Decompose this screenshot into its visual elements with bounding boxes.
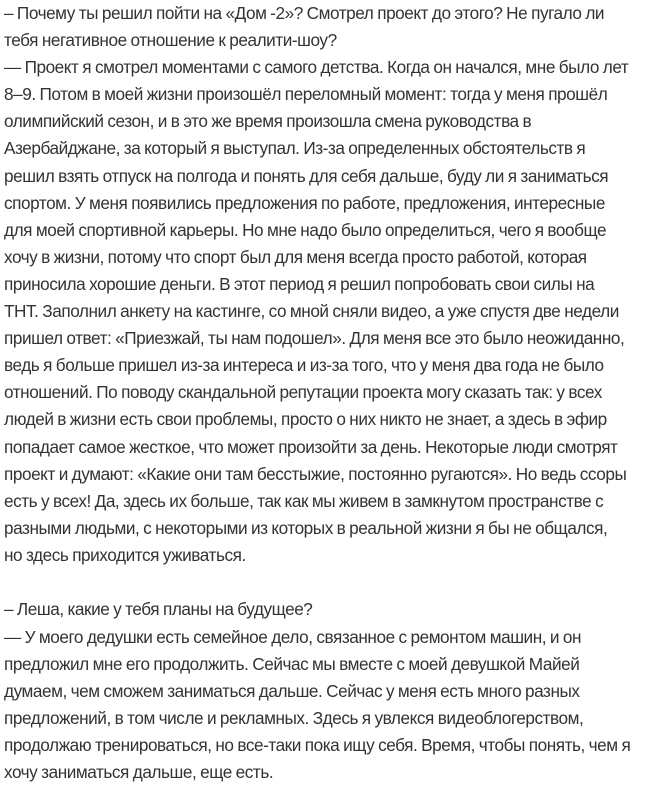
answer-line: людей в жизни есть свои проблемы, просто о них никто не знает, а здесь в эфир (4, 409, 607, 430)
question-line: – Леша, какие у тебя планы на будущее? (4, 599, 313, 620)
answer-line: 8–9. Потом в моей жизни произошёл переломный момент: тогда у меня прошёл (4, 84, 608, 105)
answer-line: продолжаю тренироваться, но все-таки пока ищу себя. Время, чтобы понять, чем я (4, 734, 631, 755)
question-line: тебя негативное отношение к реалити-шоу? (4, 30, 337, 51)
answer-line: приносила хорошие деньги. В этот период я решил попробовать свои силы на (4, 273, 595, 294)
answer-line: пришел ответ: «Приезжай, ты нам подошел». Для меня все это было неожиданно, (4, 328, 625, 349)
answer-line: олимпийский сезон, и в это же время произошла смена руководства в (4, 111, 532, 132)
answer-line: проект и думают: «Какие они там бесстыжие, постоянно ругаются». Но ведь ссоры (4, 463, 627, 484)
answer-line: Азербайджане, за который я выступал. Из-за определенных обстоятельств я (4, 138, 586, 159)
answer-line: предложил мне его продолжить. Сейчас мы вместе с моей девушкой Майей (4, 653, 580, 674)
answer-line: попадает самое жесткое, что может произойти за день. Некоторые люди смотрят (4, 436, 618, 457)
answer-line: хочу в жизни, потому что спорт был для меня всегда просто работой, которая (4, 246, 587, 267)
answer-line: ведь я больше пришел из-за интереса и из-за того, что у меня два года не было (4, 355, 604, 376)
question-line: – Почему ты решил пойти на «Дом -2»? Смотрел проект до этого? Не пугало ли (4, 3, 605, 23)
answer-line: — Проект я смотрел моментами с самого детства. Когда он начался, мне было лет (4, 57, 629, 78)
answer-line: есть у всех! Да, здесь их больше, так как мы живем в замкнутом пространстве с (4, 490, 604, 511)
answer-line: но здесь приходится уживаться. (4, 544, 246, 565)
paragraph-spacer (4, 569, 670, 597)
interview-block-dom2 (4, 0, 670, 569)
answer-line: решил взять отпуск на полгода и понять для себя дальше, буду ли я заниматься (4, 165, 609, 186)
answer-line: предложений, в том числе и рекламных. Здесь я увлекся видеоблогерством, (4, 707, 584, 728)
answer-line: разными людьми, с некоторыми из которых в реальной жизни я бы не общался, (4, 517, 608, 538)
answer-line: спортом. У меня появились предложения по работе, предложения, интересные (4, 192, 605, 213)
answer-line: ТНТ. Заполнил анкету на кастинге, со мной сняли видео, а уже спустя две недели (4, 301, 619, 322)
answer-line: для моей спортивной карьеры. Но мне надо было определиться, чего я вообще (4, 219, 607, 240)
interview-block-future-plans (4, 596, 670, 786)
answer-line: думаем, чем сможем заниматься дальше. Сейчас у меня есть много разных (4, 680, 580, 701)
answer-line: отношений. По поводу скандальной репутации проекта могу сказать так: у всех (4, 382, 602, 403)
answer-line: — У моего дедушки есть семейное дело, связанное с ремонтом машин, и он (4, 626, 582, 647)
answer-line: хочу заниматься дальше, еще есть. (4, 762, 274, 783)
